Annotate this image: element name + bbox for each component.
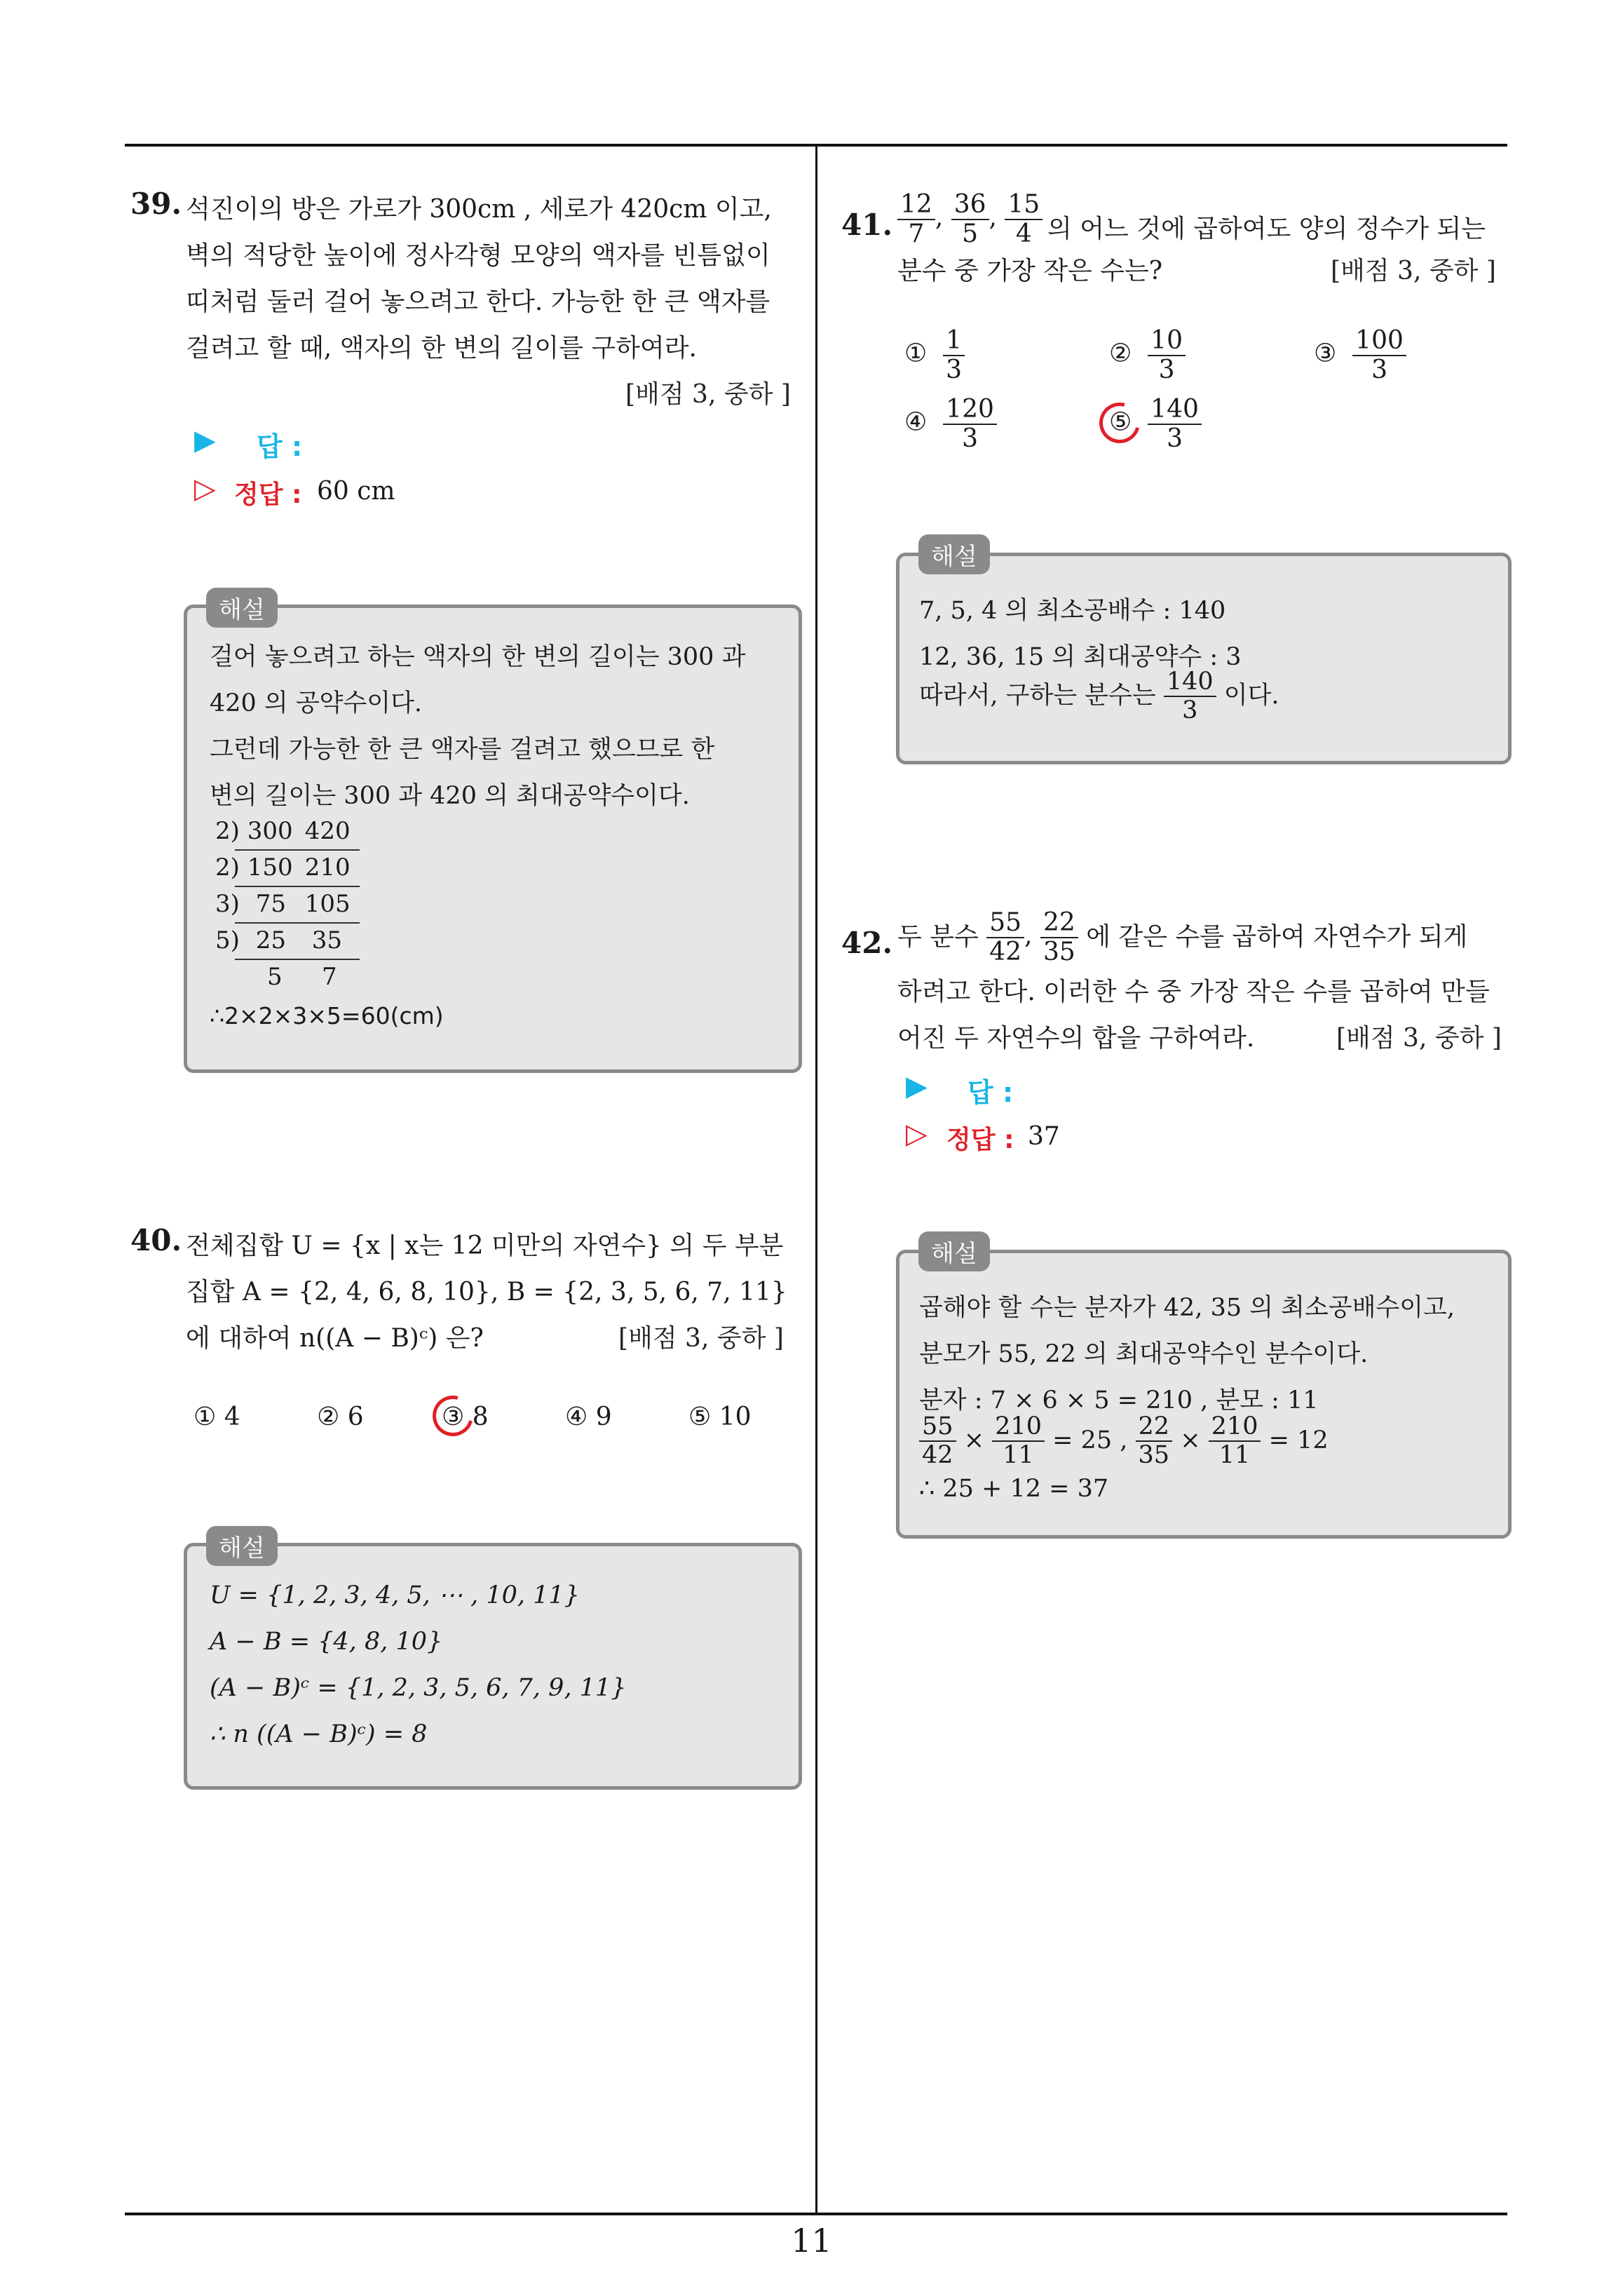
choice-3[interactable]: ③ 8 <box>442 1403 489 1431</box>
division-line <box>235 849 360 851</box>
explanation-line: A − B = {4, 8, 10} <box>210 1628 443 1656</box>
explanation-line: ∴ n ((A − B)ᶜ) = 8 <box>210 1720 428 1748</box>
choice-3[interactable]: ③ $\frac{100}{3}$ <box>1314 327 1406 384</box>
question-text-line: 분수 중 가장 작은 수는? <box>897 257 1163 285</box>
question-text-line: 집합 A = {2, 4, 6, 8, 10}, B = {2, 3, 5, 6, 7, 11} <box>186 1278 787 1306</box>
score-tag: [배점 3, 중하 ] <box>1331 257 1496 285</box>
score-tag: [배점 3, 중하 ] <box>625 380 791 409</box>
choice-2[interactable]: ② 6 <box>317 1403 364 1431</box>
explanation-line: U = {1, 2, 3, 4, 5, ⋯ , 10, 11} <box>210 1581 580 1609</box>
explanation-line: 변의 길이는 300 과 420 의 최대공약수이다. <box>210 782 690 810</box>
fraction: $\frac{55}{42}$ <box>919 1413 956 1468</box>
choice-1[interactable]: ① $\frac{1}{3}$ <box>904 327 965 384</box>
page-number: 11 <box>791 2222 832 2260</box>
division-line <box>235 922 360 924</box>
explanation-box <box>896 553 1512 764</box>
explanation-tab: 해설 <box>918 534 990 574</box>
question-text-line: 전체집합 U = {x | x는 12 미만의 자연수} 의 두 부분 <box>186 1231 784 1260</box>
question-text-line: 어진 두 자연수의 합을 구하여라. <box>897 1024 1255 1053</box>
key-arrow-icon: ▷ <box>906 1118 928 1150</box>
question-text-line: 두 분수 $\frac{55}{42}$ , $\frac{22}{35}$ 에 같은 수를 곱하여 자연수가 되게 <box>897 908 1468 966</box>
question-number: 41. <box>841 208 893 242</box>
explanation-calc-line: $\frac{55}{42}$ × $\frac{210}{11}$ = 25 , $\frac{22}{35}$ × $\frac{210}{11}$ = 12 <box>919 1413 1329 1468</box>
score-tag: [배점 3, 중하 ] <box>618 1324 784 1353</box>
explanation-box <box>184 1543 802 1790</box>
key-value: 60 cm <box>317 477 395 506</box>
column-divider <box>815 145 817 2214</box>
explanation-line: 걸어 놓으려고 하는 액자의 한 변의 길이는 300 과 <box>210 643 746 671</box>
answer-arrow-icon: ▶ <box>906 1070 928 1102</box>
division-row: 2) 300 420 <box>215 817 351 845</box>
explanation-line: (A − B)ᶜ = {1, 2, 3, 5, 6, 7, 9, 11} <box>210 1674 627 1702</box>
explanation-tab: 해설 <box>206 1526 278 1566</box>
question-number: 39. <box>130 187 182 221</box>
explanation-line: 분모가 55, 22 의 최대공약수인 분수이다. <box>919 1340 1369 1368</box>
key-label: 정답 : <box>234 480 302 509</box>
explanation-line: 420 의 공약수이다. <box>210 689 423 717</box>
choice-1[interactable]: ① 4 <box>193 1403 240 1431</box>
answer-label: 답 : <box>257 431 303 462</box>
fraction: $\frac{210}{11}$ <box>1209 1413 1261 1468</box>
explanation-conclusion: ∴2×2×3×5=60(cm) <box>210 1002 444 1029</box>
explanation-tab: 해설 <box>206 588 278 628</box>
fraction: $\frac{12}{7}$ <box>897 191 935 248</box>
explanation-tab: 해설 <box>918 1231 990 1271</box>
choice-5[interactable]: ⑤ $\frac{140}{3}$ <box>1109 396 1202 452</box>
division-row: 5) 25 35 <box>215 926 342 954</box>
question-text-line: 에 대하여 n((A − B)ᶜ) 은? <box>186 1324 484 1353</box>
choice-4[interactable]: ④ 9 <box>565 1403 612 1431</box>
question-text-line: 석진이의 방은 가로가 300cm , 세로가 420cm 이고, <box>186 195 772 224</box>
choice-4[interactable]: ④ $\frac{120}{3}$ <box>904 396 997 452</box>
question-text-line: 걸려고 할 때, 액자의 한 변의 길이를 구하여라. <box>186 334 697 363</box>
explanation-line: 따라서, 구하는 분수는 $\frac{140}{3}$ 이다. <box>919 668 1279 724</box>
fraction: $\frac{36}{5}$ <box>951 191 989 248</box>
score-tag: [배점 3, 중하 ] <box>1336 1024 1502 1053</box>
division-line <box>235 886 360 887</box>
explanation-line: 그런데 가능한 한 큰 액자를 걸려고 했으므로 한 <box>210 736 715 764</box>
question-fractions: $\frac{12}{7}$ , $\frac{36}{5}$ , $\frac{15}{4}$ <box>897 191 1043 248</box>
explanation-line: ∴ 25 + 12 = 37 <box>919 1475 1109 1503</box>
key-label: 정답 : <box>946 1126 1014 1154</box>
question-text-line: 하려고 한다. 이러한 수 중 가장 작은 수를 곱하여 만들 <box>897 978 1490 1006</box>
explanation-line: 12, 36, 15 의 최대공약수 : 3 <box>919 643 1242 671</box>
choice-2[interactable]: ② $\frac{10}{3}$ <box>1109 327 1186 384</box>
key-value: 37 <box>1028 1122 1060 1151</box>
selected-answer-circle-icon <box>425 1388 480 1443</box>
division-row: 2) 150 210 <box>215 853 351 882</box>
fraction: $\frac{22}{35}$ <box>1040 909 1078 966</box>
explanation-line: 곱해야 할 수는 분자가 42, 35 의 최소공배수이고, <box>919 1294 1455 1322</box>
explanation-box <box>896 1250 1512 1539</box>
fraction: $\frac{140}{3}$ <box>1164 668 1216 724</box>
explanation-line: 7, 5, 4 의 최소공배수 : 140 <box>919 597 1226 625</box>
division-row: 5 7 <box>267 963 337 991</box>
key-arrow-icon: ▷ <box>194 473 216 505</box>
answer-arrow-icon: ▶ <box>194 424 216 457</box>
fraction: $\frac{210}{11}$ <box>992 1413 1045 1468</box>
fraction: $\frac{15}{4}$ <box>1005 191 1043 248</box>
division-row: 3) 75 105 <box>215 890 351 918</box>
division-line <box>235 959 360 960</box>
question-text-line: 띠처럼 둘러 걸어 놓으려고 한다. 가능한 한 큰 액자를 <box>186 288 770 316</box>
question-number: 42. <box>841 926 893 960</box>
fraction: $\frac{55}{42}$ <box>986 909 1024 966</box>
question-text-line: 의 어느 것에 곱하여도 양의 정수가 되는 <box>1047 215 1486 243</box>
fraction: $\frac{22}{35}$ <box>1136 1413 1173 1468</box>
explanation-line: 분자 : 7 × 6 × 5 = 210 , 분모 : 11 <box>919 1386 1319 1414</box>
answer-label: 답 : <box>967 1077 1014 1108</box>
explanation-box <box>184 605 802 1073</box>
bottom-rule <box>125 2213 1507 2215</box>
question-number: 40. <box>130 1223 182 1257</box>
question-text-line: 벽의 적당한 높이에 정사각형 모양의 액자를 빈틈없이 <box>186 241 770 270</box>
choice-5[interactable]: ⑤ 10 <box>688 1403 752 1431</box>
